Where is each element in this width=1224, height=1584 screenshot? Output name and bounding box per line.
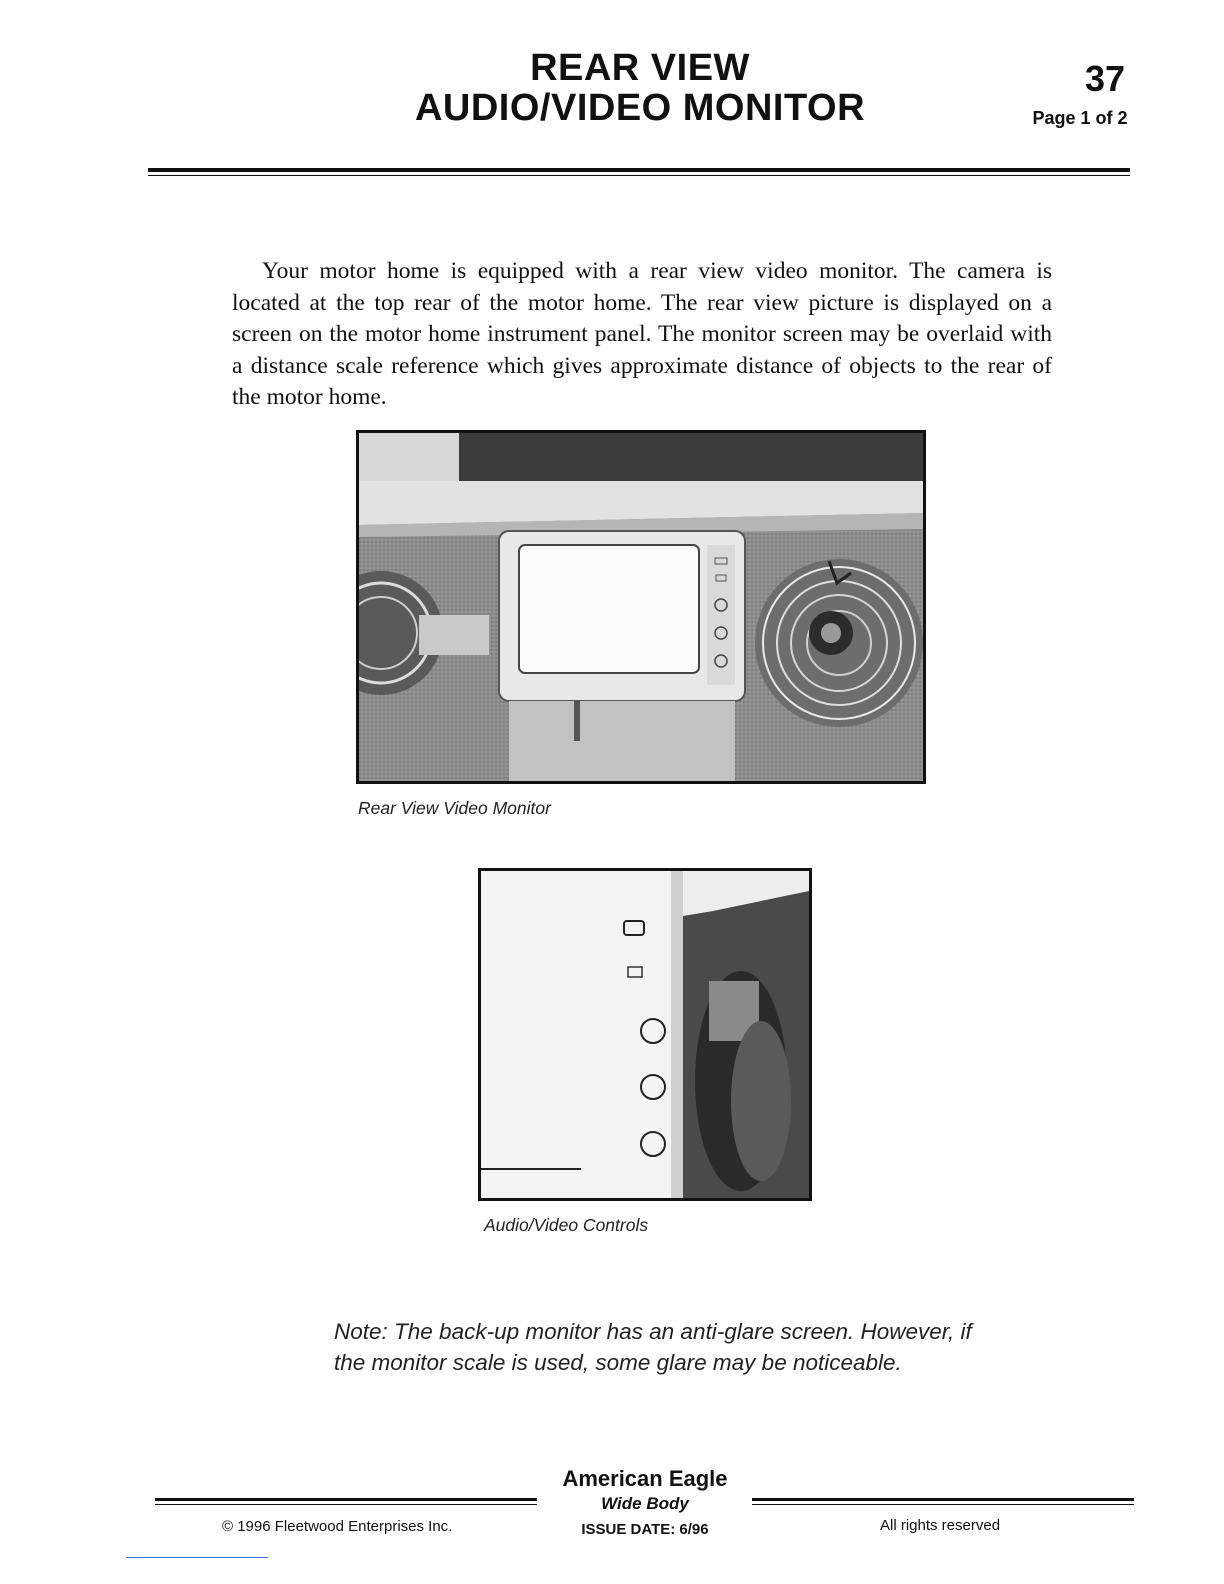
controls-photo-illustration <box>481 871 809 1198</box>
intro-paragraph: Your motor home is equipped with a rear view video monitor. The camera is located at the top rear of the motor home. The rear view picture is displayed on a screen on the motor home instrument panel. The monitor screen may be overlaid with a distance scale reference which gives approximate distance of objects to the rear of the motor home. <box>232 258 1052 410</box>
footer-issue-date: ISSUE DATE: 6/96 <box>581 1521 709 1538</box>
footer-model: Wide Body <box>601 1494 689 1513</box>
footer-rule-left <box>155 1498 537 1501</box>
page-indicator: Page 1 of 2 <box>1032 108 1128 128</box>
footer-brand: American Eagle <box>562 1466 728 1491</box>
title-line-1: REAR VIEW <box>530 47 750 89</box>
figure-caption-rear-view: Rear View Video Monitor <box>358 798 551 818</box>
rear-view-monitor-photo <box>356 430 926 784</box>
header-rule-thin <box>148 175 1130 176</box>
footer-rule-right <box>752 1498 1134 1501</box>
footer-copyright: © 1996 Fleetwood Enterprises Inc. <box>222 1518 453 1535</box>
footer-rule-right-thin <box>752 1504 1134 1505</box>
page-title <box>300 48 980 128</box>
audio-video-controls-photo <box>478 868 812 1201</box>
figure-caption-controls: Audio/Video Controls <box>484 1215 649 1235</box>
footer-link-underline <box>126 1557 268 1558</box>
header-rule <box>148 168 1130 172</box>
footer-rights: All rights reserved <box>880 1517 1001 1534</box>
note-text: Note: The back-up monitor has an anti-glare screen. However, if the monitor scale is used, some glare may be noticeable. <box>334 1319 972 1375</box>
section-number: 37 <box>1084 58 1126 99</box>
monitor-photo-illustration <box>359 433 923 781</box>
footer-rule-left-thin <box>155 1504 537 1505</box>
title-line-2: AUDIO/VIDEO MONITOR <box>414 87 866 129</box>
